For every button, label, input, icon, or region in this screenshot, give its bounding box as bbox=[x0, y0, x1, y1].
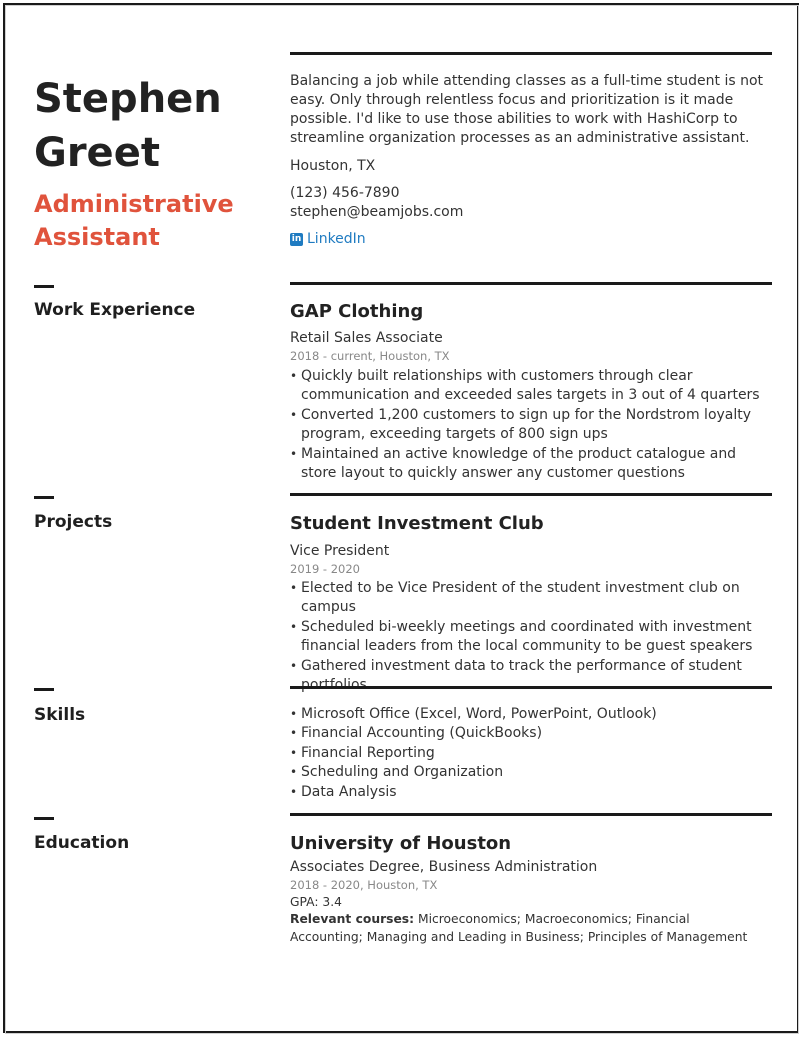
education-courses bbox=[290, 911, 760, 946]
first-name: Stephen bbox=[34, 76, 222, 122]
list-item: • Scheduling and Organization bbox=[290, 763, 775, 782]
education-school: University of Houston bbox=[290, 833, 512, 854]
work-meta: 2018 - current, Houston, TX bbox=[290, 349, 450, 363]
projects-org: Student Investment Club bbox=[290, 513, 544, 534]
list-item: • Converted 1,200 customers to sign up for the Nordstrom loyalty program, exceeding targets of 800 sign ups bbox=[290, 406, 775, 445]
candidate-name bbox=[34, 72, 274, 180]
section-label-education: Education bbox=[34, 833, 130, 853]
section-label-work: Work Experience bbox=[34, 300, 196, 320]
courses-list: Microeconomics; Macroeconomics; Financial Accounting; Managing and Leading in Business; Principles of Management bbox=[290, 912, 748, 944]
list-item: • Quickly built relationships with customers through clear communication and exceeded sales targets in 3 out of 4 quarters bbox=[290, 367, 775, 406]
location: Houston, TX bbox=[290, 158, 376, 174]
section-tick bbox=[34, 688, 54, 691]
list-item: • Financial Accounting (QuickBooks) bbox=[290, 724, 775, 743]
list-item: • Elected to be Vice President of the student investment club on campus bbox=[290, 579, 775, 618]
job-title-line2: Assistant bbox=[34, 223, 160, 251]
summary-text: Balancing a job while attending classes as a full-time student is not easy. Only through relentless focus and prioritization is it made possible. I'd like to use those abilities to work with HashiCorp to streamline organization processes as an administrative assistant. bbox=[290, 73, 764, 146]
phone: (123) 456-7890 bbox=[290, 185, 400, 201]
section-divider bbox=[290, 493, 772, 496]
list-item: • Financial Reporting bbox=[290, 744, 775, 763]
linkedin-label: LinkedIn bbox=[307, 231, 366, 247]
skills-list bbox=[290, 705, 775, 802]
list-item: • Gathered investment data to track the performance of student bbox=[290, 657, 775, 696]
work-org: GAP Clothing bbox=[290, 301, 424, 322]
section-label-projects: Projects bbox=[34, 512, 113, 532]
list-item: • Data Analysis bbox=[290, 783, 775, 802]
email[interactable]: stephen@beamjobs.com bbox=[290, 204, 464, 220]
section-tick bbox=[34, 817, 54, 820]
section-tick bbox=[34, 496, 54, 499]
linkedin-icon: in bbox=[291, 233, 302, 244]
job-title-line1: Administrative bbox=[34, 190, 234, 218]
education-degree: Associates Degree, Business Administration bbox=[290, 859, 598, 875]
section-tick bbox=[34, 285, 54, 288]
linkedin-link[interactable] bbox=[290, 231, 366, 247]
section-label-skills: Skills bbox=[34, 705, 86, 725]
section-divider bbox=[290, 686, 772, 689]
section-divider bbox=[290, 52, 772, 55]
last-name: Greet bbox=[34, 130, 160, 176]
section-divider bbox=[290, 813, 772, 816]
list-item: • Microsoft Office (Excel, Word, PowerPoint, Outlook) bbox=[290, 705, 775, 724]
education-meta: 2018 - 2020, Houston, TX bbox=[290, 878, 438, 892]
work-role: Retail Sales Associate bbox=[290, 330, 443, 346]
list-item: • Scheduled bi-weekly meetings and coordinated with investment financial leaders from the local community to be guest speakers bbox=[290, 618, 775, 657]
courses-label: Relevant courses: bbox=[290, 912, 415, 926]
projects-role: Vice President bbox=[290, 543, 390, 559]
list-item: • Maintained an active knowledge of the product catalogue and store layout to quickly answer any customer questions bbox=[290, 445, 775, 484]
projects-meta: 2019 - 2020 bbox=[290, 562, 360, 576]
section-divider bbox=[290, 282, 772, 285]
projects-bullets bbox=[290, 579, 775, 695]
education-gpa: GPA: 3.4 bbox=[290, 895, 342, 909]
work-bullets bbox=[290, 367, 775, 483]
job-title bbox=[34, 188, 274, 254]
